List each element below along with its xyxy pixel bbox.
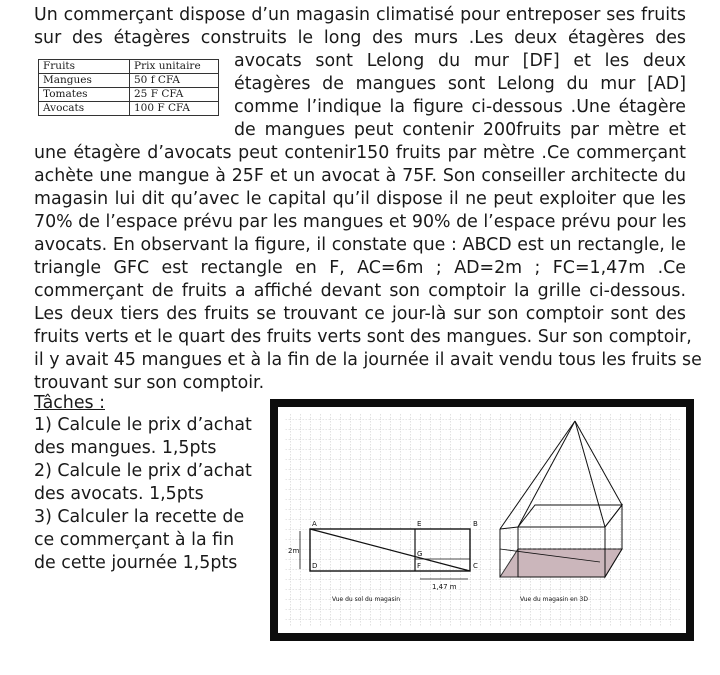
- task-line: des mangues. 1,5pts: [34, 438, 217, 458]
- table-header-cell: Prix unitaire: [130, 60, 219, 74]
- price-table: [38, 59, 219, 116]
- label-ad-length: 2m: [288, 547, 300, 555]
- table-header-cell: Fruits: [39, 60, 130, 74]
- label-g: G: [417, 550, 423, 558]
- paragraph-line: une étagère d’avocats peut contenir150 fruits par mètre .Ce commerçant: [34, 143, 686, 163]
- table-cell: 25 F CFA: [130, 88, 219, 102]
- label-e: E: [417, 520, 422, 528]
- paragraph-line: Les deux tiers des fruits se trouvant ce jour-là sur son comptoir sont des: [34, 304, 686, 324]
- paragraph-line: sur des étagères construits le long des murs .Les deux étagères des: [34, 28, 686, 48]
- table-cell: Mangues: [39, 74, 130, 88]
- label-c: C: [473, 562, 478, 570]
- table-header-row: [39, 60, 219, 74]
- table-row: [39, 102, 219, 116]
- task-line: 3) Calculer la recette de: [34, 507, 245, 527]
- paragraph-line: étagères de mangues sont Lelong du mur [AD]: [234, 74, 686, 94]
- task-line: des avocats. 1,5pts: [34, 484, 204, 504]
- label-b: B: [473, 520, 478, 528]
- caption-floor-plan: Vue du sol du magasin: [332, 596, 401, 603]
- table-cell: 100 F CFA: [130, 102, 219, 116]
- caption-3d-view: Vue du magasin en 3D: [520, 596, 588, 603]
- task-line: 2) Calcule le prix d’achat: [34, 461, 252, 481]
- paragraph-line: commerçant de fruits a affiché devant son comptoir la grille ci-dessous.: [34, 281, 686, 301]
- paragraph-line: comme l’indique la figure ci-dessous .Une étagère: [234, 97, 686, 117]
- tasks-heading: Tâches :: [34, 393, 105, 413]
- paragraph-line: avocats. En observant la figure, il constate que : ABCD est un rectangle, le: [34, 235, 686, 255]
- task-line: de cette journée 1,5pts: [34, 553, 238, 573]
- table-row: [39, 74, 219, 88]
- paragraph-line: fruits verts et le quart des fruits verts sont des mangues. Sur son comptoir,: [34, 327, 692, 347]
- grid-background: [284, 413, 680, 627]
- paragraph-line: de mangues peut contenir 200fruits par mètre et: [234, 120, 686, 140]
- table-cell: Tomates: [39, 88, 130, 102]
- table-cell: 50 f CFA: [130, 74, 219, 88]
- paragraph-line: 70% de l’espace prévu par les mangues et 90% de l’espace prévu pour les: [34, 212, 687, 232]
- label-a: A: [312, 520, 317, 528]
- store-figure: [270, 399, 694, 641]
- paragraph-line: Un commerçant dispose d’un magasin climatisé pour entreposer ses fruits: [34, 5, 686, 25]
- paragraph-line: avocats sont Lelong du mur [DF] et les deux: [234, 51, 686, 71]
- table-row: [39, 88, 219, 102]
- label-fc-length: 1,47 m: [432, 583, 457, 591]
- paragraph-line: trouvant sur son comptoir.: [34, 373, 265, 393]
- task-line: 1) Calcule le prix d’achat: [34, 415, 252, 435]
- label-f: F: [417, 562, 422, 570]
- table-cell: Avocats: [39, 102, 130, 116]
- paragraph-line: magasin lui dit qu’avec le capital qu’il dispose il ne peut exploiter que les: [34, 189, 686, 209]
- label-d: D: [312, 562, 318, 570]
- paragraph-line: il y avait 45 mangues et à la fin de la journée il avait vendu tous les fruits se: [34, 350, 702, 370]
- task-line: ce commerçant à la fin: [34, 530, 235, 550]
- paragraph-line: achète une mangue à 25F et un avocat à 75F. Son conseiller architecte du: [34, 166, 686, 186]
- paragraph-line: triangle GFC est rectangle en F, AC=6m ; AD=2m ; FC=1,47m .Ce: [34, 258, 686, 278]
